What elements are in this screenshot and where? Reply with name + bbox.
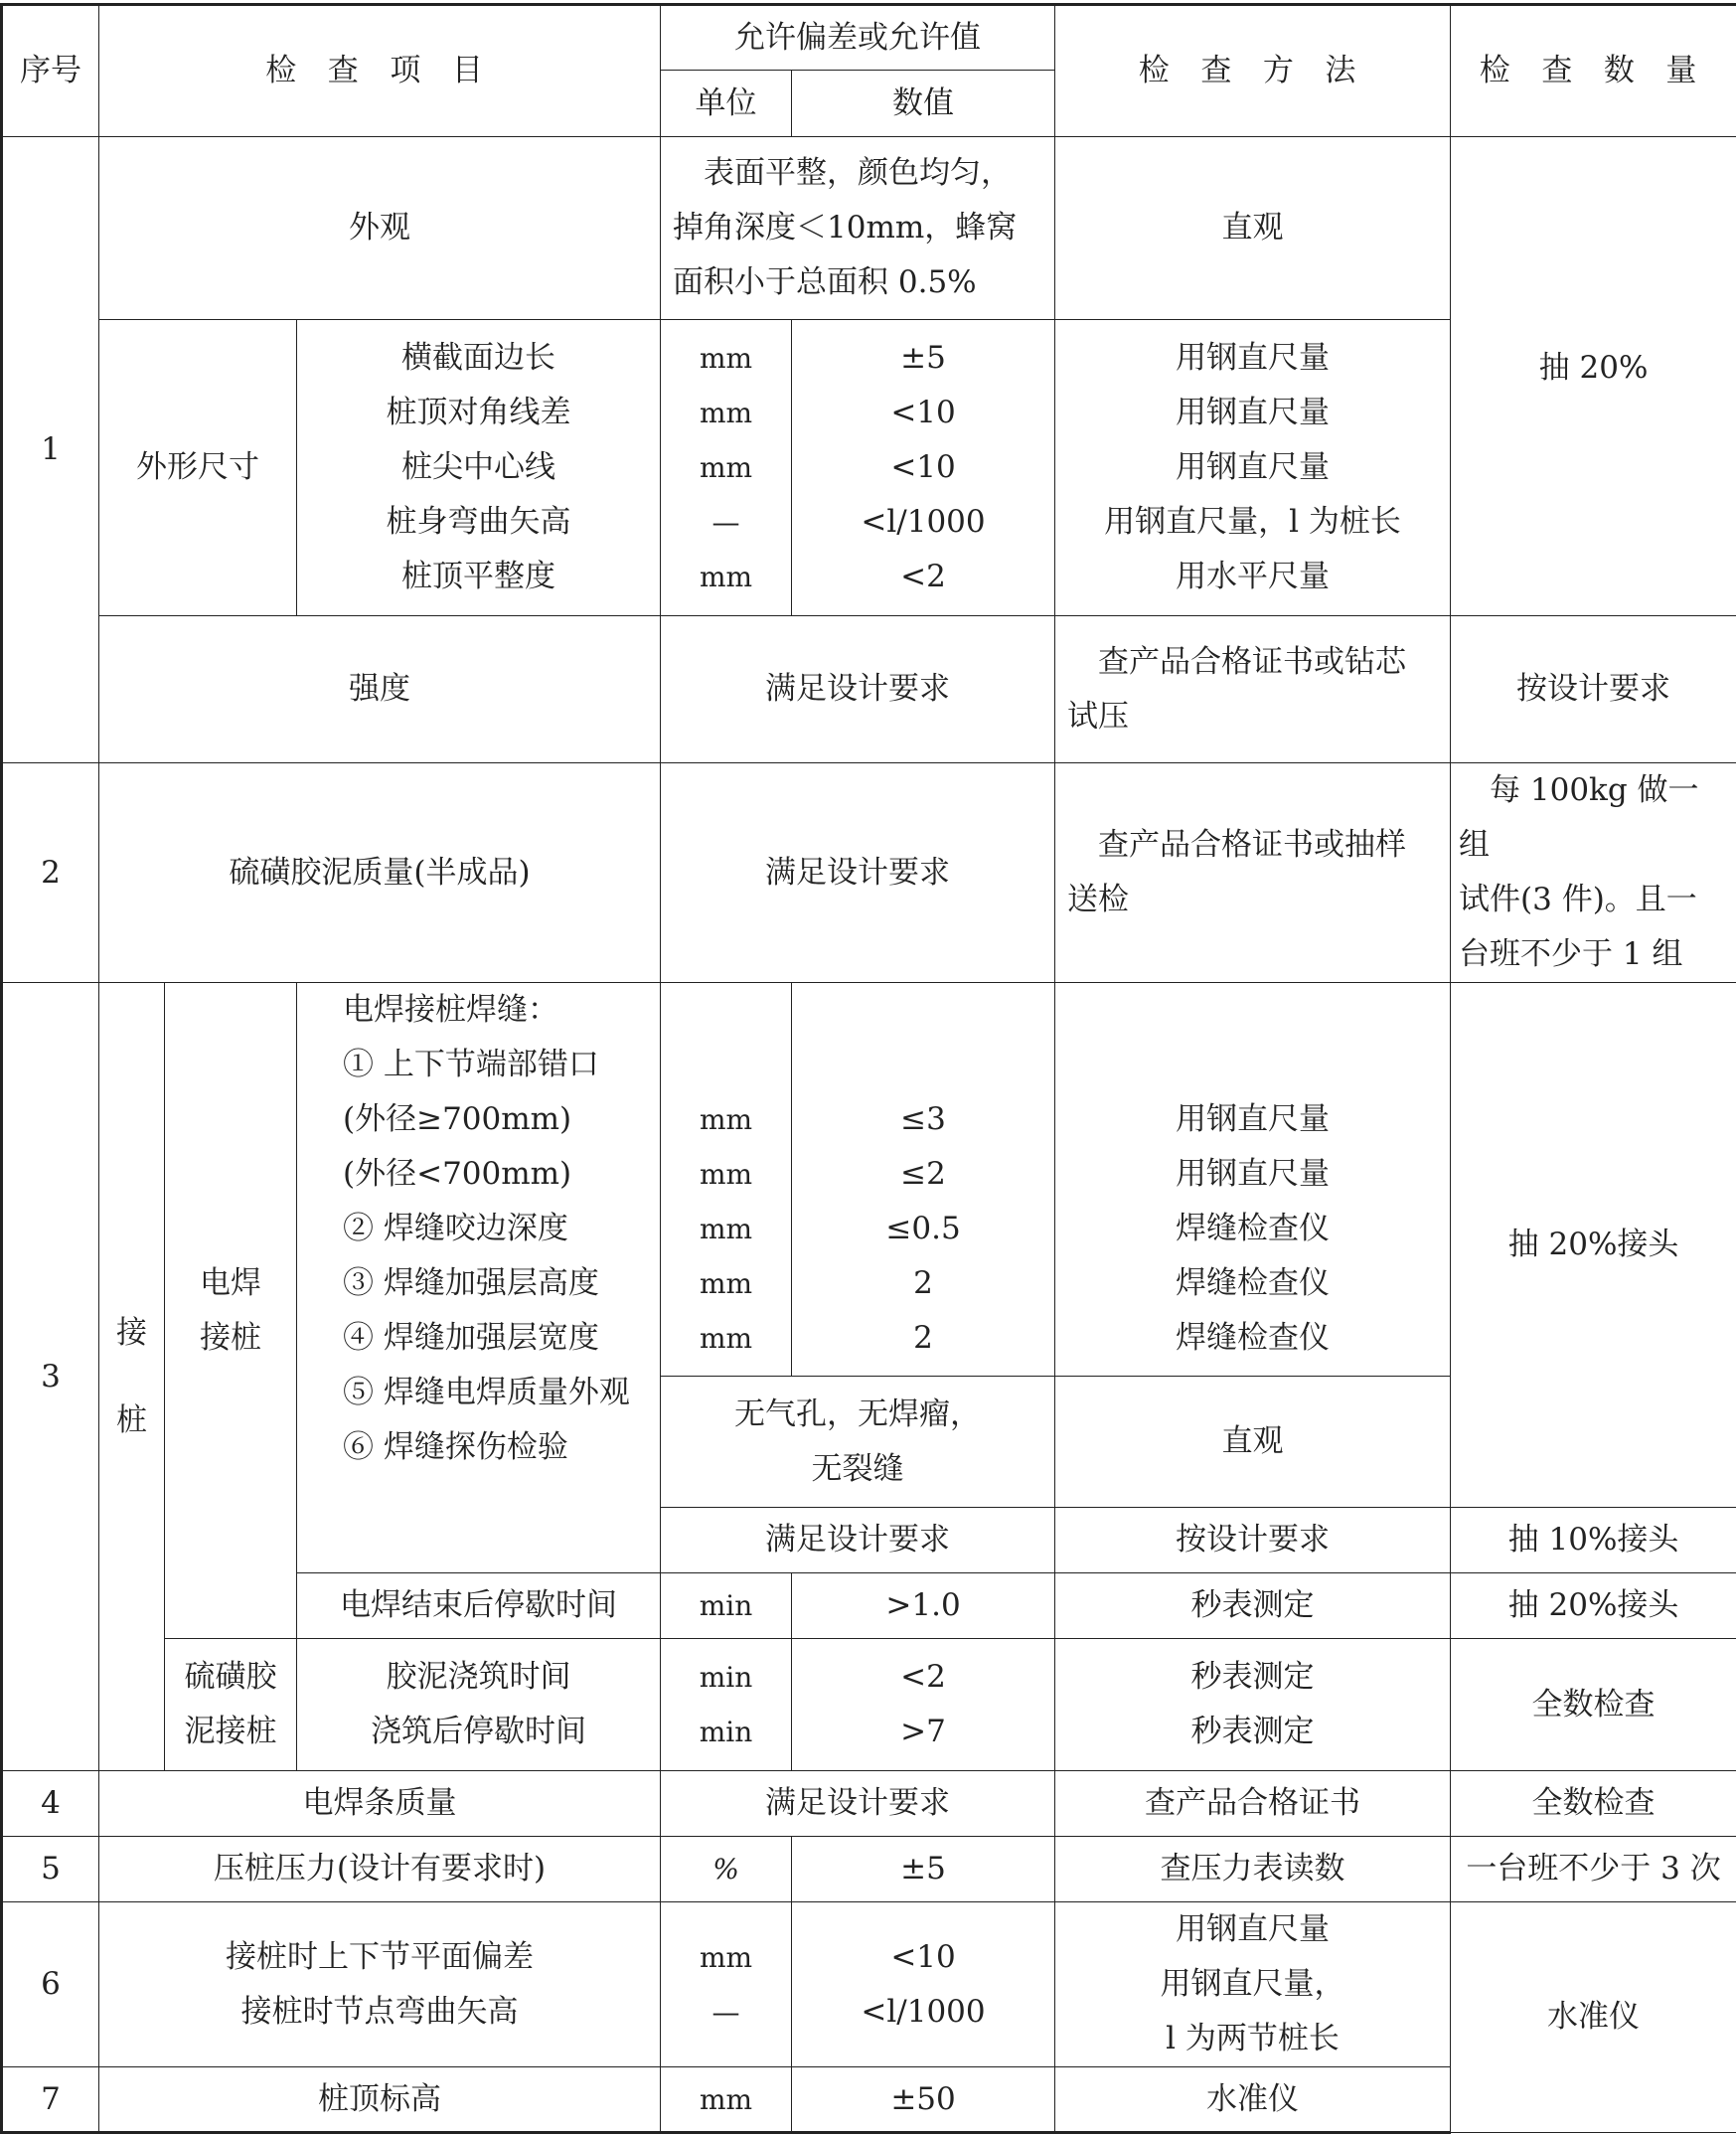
sulfur-item: 胶泥浇筑时间 (386, 1659, 571, 1695)
weld-method: 焊缝检查仪 (1176, 1265, 1331, 1301)
sulfur-unit: min (699, 1716, 753, 1748)
row4-seq: 4 (2, 1771, 99, 1837)
row6-method: 用钢直尺量， (1160, 1966, 1345, 2002)
sulfur-method: 秒表测定 (1190, 1659, 1315, 1695)
weld-item: ① 上下节端部错口 (343, 1047, 599, 1082)
weld-value: ≤2 (900, 1156, 946, 1192)
row5-item: 压桩压力(设计有要求时) (99, 1837, 661, 1902)
dims-method: 用钢直尺量 (1176, 395, 1331, 430)
dims-unit: mm (699, 342, 753, 375)
row1-strength-method (1055, 616, 1451, 763)
row4-item: 电焊条质量 (99, 1771, 661, 1837)
row5-unit: % (661, 1837, 792, 1902)
row2-item: 硫磺胶泥质量(半成品) (99, 763, 661, 983)
row3-weld-qty: 抽 20%接头 (1451, 983, 1736, 1508)
row1-appearance-req-line: 掉角深度＜10mm，蜂窝 (673, 210, 1018, 246)
weld-item: ⑥ 焊缝探伤检验 (343, 1429, 568, 1465)
row2-method (1055, 763, 1451, 983)
row5-method: 查压力表读数 (1055, 1837, 1451, 1902)
row4-req: 满足设计要求 (661, 1771, 1055, 1837)
weld-value: ≤3 (900, 1101, 946, 1137)
row6-item: 接桩时上下节平面偏差 (226, 1938, 535, 1975)
row2-req: 满足设计要求 (661, 763, 1055, 983)
row3-sulfur-label (165, 1639, 297, 1771)
row6-item: 接桩时节点弯曲矢高 (240, 1993, 519, 2030)
row3-flaw-method: 按设计要求 (1055, 1508, 1451, 1573)
row6-unit: mm (699, 1940, 753, 1974)
weld-value: 2 (913, 1265, 933, 1301)
strength-method-line: 查产品合格证书或钻芯 (1098, 643, 1407, 680)
row1-dims-units (661, 320, 792, 616)
row2-qty-line: 每 100kg 做一组 (1459, 772, 1699, 863)
appearance-req-line: 无气孔，无焊瘤， (734, 1395, 982, 1432)
row7-unit: mm (661, 2067, 792, 2133)
weld-value: 2 (913, 1320, 933, 1356)
weld-item: ⑤ 焊缝电焊质量外观 (343, 1375, 630, 1410)
row7-seq: 7 (2, 2067, 99, 2133)
weld-method: 用钢直尺量 (1176, 1101, 1331, 1137)
row3-group-char: 桩 (116, 1402, 147, 1438)
header-method: 检 查 方 法 (1055, 5, 1451, 137)
row1-appearance-method: 直观 (1055, 137, 1451, 320)
row3-flaw-qty: 抽 10%接头 (1451, 1508, 1736, 1573)
row3-rest-qty: 抽 20%接头 (1451, 1573, 1736, 1639)
weld-item: 电焊接桩焊缝： (343, 992, 558, 1028)
dims-method: 用水平尺量 (1176, 559, 1331, 594)
row4-qty: 全数检查 (1451, 1771, 1736, 1837)
row1-dims-methods (1055, 320, 1451, 616)
weld-item: (外径≥700mm) (343, 1101, 572, 1137)
dims-unit: mm (699, 397, 753, 429)
row2-seq: 2 (2, 763, 99, 983)
strength-method-line: 试压 (1067, 698, 1130, 735)
row7-value: ±50 (792, 2067, 1055, 2133)
dims-value: <2 (900, 559, 946, 594)
sulfur-item: 浇筑后停歇时间 (371, 1714, 587, 1749)
dims-unit: — (711, 506, 740, 539)
row3-appearance-method: 直观 (1055, 1377, 1451, 1508)
dims-item: 横截面边长 (401, 340, 556, 376)
row6-method: l 为两节桩长 (1166, 2021, 1340, 2056)
row2-qty-line: 台班不少于 1 组 (1459, 936, 1683, 972)
row1-qty: 抽 20% (1451, 137, 1736, 616)
row3-sulfur-qty: 全数检查 (1451, 1639, 1736, 1771)
sulfur-label-line: 硫磺胶 (184, 1659, 277, 1695)
row6-items (99, 1902, 661, 2067)
row3-appearance-req (661, 1377, 1055, 1508)
row6-values (792, 1902, 1055, 2067)
row5-value: ±5 (792, 1837, 1055, 1902)
row1-appearance-label: 外观 (99, 137, 661, 320)
row3-weld-label (165, 983, 297, 1639)
sulfur-method: 秒表测定 (1190, 1714, 1315, 1749)
row1-appearance-req-line: 面积小于总面积 0.5% (673, 264, 977, 300)
row3-group-label (99, 983, 165, 1771)
row67-qty: 水准仪 (1451, 1902, 1736, 2133)
weld-label-line: 接桩 (200, 1319, 261, 1356)
weld-unit: mm (699, 1158, 753, 1191)
row3-rest-value: >1.0 (792, 1573, 1055, 1639)
weld-method: 焊缝检查仪 (1176, 1211, 1331, 1246)
dims-unit: mm (699, 561, 753, 593)
row5-seq: 5 (2, 1837, 99, 1902)
row6-value: <l/1000 (861, 1993, 986, 2030)
dims-method: 用钢直尺量 (1176, 449, 1331, 485)
row6-methods (1055, 1902, 1451, 2067)
row3-flaw-req: 满足设计要求 (661, 1508, 1055, 1573)
appearance-req-line: 无裂缝 (811, 1450, 904, 1487)
row3-rest-item: 电焊结束后停歇时间 (297, 1573, 661, 1639)
row1-strength-label: 强度 (99, 616, 661, 763)
dims-value: <10 (890, 395, 956, 430)
weld-unit: mm (699, 1267, 753, 1300)
dims-value: <10 (890, 449, 956, 485)
weld-method: 用钢直尺量 (1176, 1156, 1331, 1192)
row2-qty (1451, 763, 1736, 983)
row3-sulfur-values (792, 1639, 1055, 1771)
dims-method: 用钢直尺量 (1176, 340, 1331, 376)
row6-method: 用钢直尺量 (1176, 1911, 1331, 1947)
weld-item: ③ 焊缝加强层高度 (343, 1265, 599, 1301)
row2-method-line: 送检 (1067, 882, 1130, 917)
row7-item: 桩顶标高 (99, 2067, 661, 2133)
weld-item: ④ 焊缝加强层宽度 (343, 1320, 599, 1356)
header-unit: 单位 (661, 71, 792, 137)
dims-value: ±5 (900, 340, 946, 376)
dims-unit: mm (699, 451, 753, 484)
weld-item: ② 焊缝咬边深度 (343, 1211, 568, 1246)
row3-sulfur-methods (1055, 1639, 1451, 1771)
row2-qty-line: 试件(3 件)。且一 (1459, 882, 1697, 917)
row6-unit: — (711, 1995, 740, 2029)
row1-dims-label: 外形尺寸 (99, 320, 297, 616)
header-item: 检 查 项 目 (99, 5, 661, 137)
row1-appearance-req (661, 137, 1055, 320)
row1-strength-qty: 按设计要求 (1451, 616, 1736, 763)
row3-weld-values (792, 983, 1055, 1377)
weld-label-line: 电焊 (200, 1264, 261, 1301)
header-qty: 检 查 数 量 (1451, 5, 1736, 137)
sulfur-value: <2 (900, 1659, 946, 1695)
row1-appearance-req-line: 表面平整，颜色均匀， (704, 155, 1013, 191)
dims-method: 用钢直尺量，l 为桩长 (1104, 504, 1401, 540)
weld-item: (外径<700mm) (343, 1156, 572, 1192)
dims-item: 桩顶对角线差 (386, 395, 571, 430)
sulfur-unit: min (699, 1661, 753, 1694)
inspection-table (0, 3, 1736, 2134)
row6-seq: 6 (2, 1902, 99, 2067)
header-allow: 允许偏差或允许值 (661, 5, 1055, 71)
row3-sulfur-items (297, 1639, 661, 1771)
weld-unit: mm (699, 1213, 753, 1245)
row1-seq: 1 (2, 137, 99, 763)
weld-method: 焊缝检查仪 (1176, 1320, 1331, 1356)
header-seq: 序号 (2, 5, 99, 137)
row1-dims-values (792, 320, 1055, 616)
row6-units (661, 1902, 792, 2067)
sulfur-label-line: 泥接桩 (184, 1714, 277, 1749)
row6-value: <10 (890, 1938, 956, 1975)
row3-weld-units (661, 983, 792, 1377)
dims-item: 桩尖中心线 (401, 449, 556, 485)
row3-sulfur-units (661, 1639, 792, 1771)
sulfur-value: >7 (900, 1714, 946, 1749)
header-value: 数值 (792, 71, 1055, 137)
dims-value: <l/1000 (861, 504, 986, 540)
row3-weld-methods (1055, 983, 1451, 1377)
row7-method: 水准仪 (1055, 2067, 1451, 2133)
row4-method: 查产品合格证书 (1055, 1771, 1451, 1837)
row1-strength-req: 满足设计要求 (661, 616, 1055, 763)
dims-item: 桩顶平整度 (401, 559, 556, 594)
row5-qty: 一台班不少于 3 次 (1451, 1837, 1736, 1902)
weld-unit: mm (699, 1103, 753, 1136)
row3-rest-unit: min (661, 1573, 792, 1639)
row1-dims-items (297, 320, 661, 616)
row3-seq: 3 (2, 983, 99, 1771)
row3-weld-items (297, 983, 661, 1573)
weld-value: ≤0.5 (885, 1211, 961, 1246)
weld-unit: mm (699, 1322, 753, 1355)
row3-rest-method: 秒表测定 (1055, 1573, 1451, 1639)
dims-item: 桩身弯曲矢高 (386, 504, 571, 540)
row3-group-char: 接 (116, 1315, 147, 1351)
row2-method-line: 查产品合格证书或抽样 (1098, 827, 1407, 863)
